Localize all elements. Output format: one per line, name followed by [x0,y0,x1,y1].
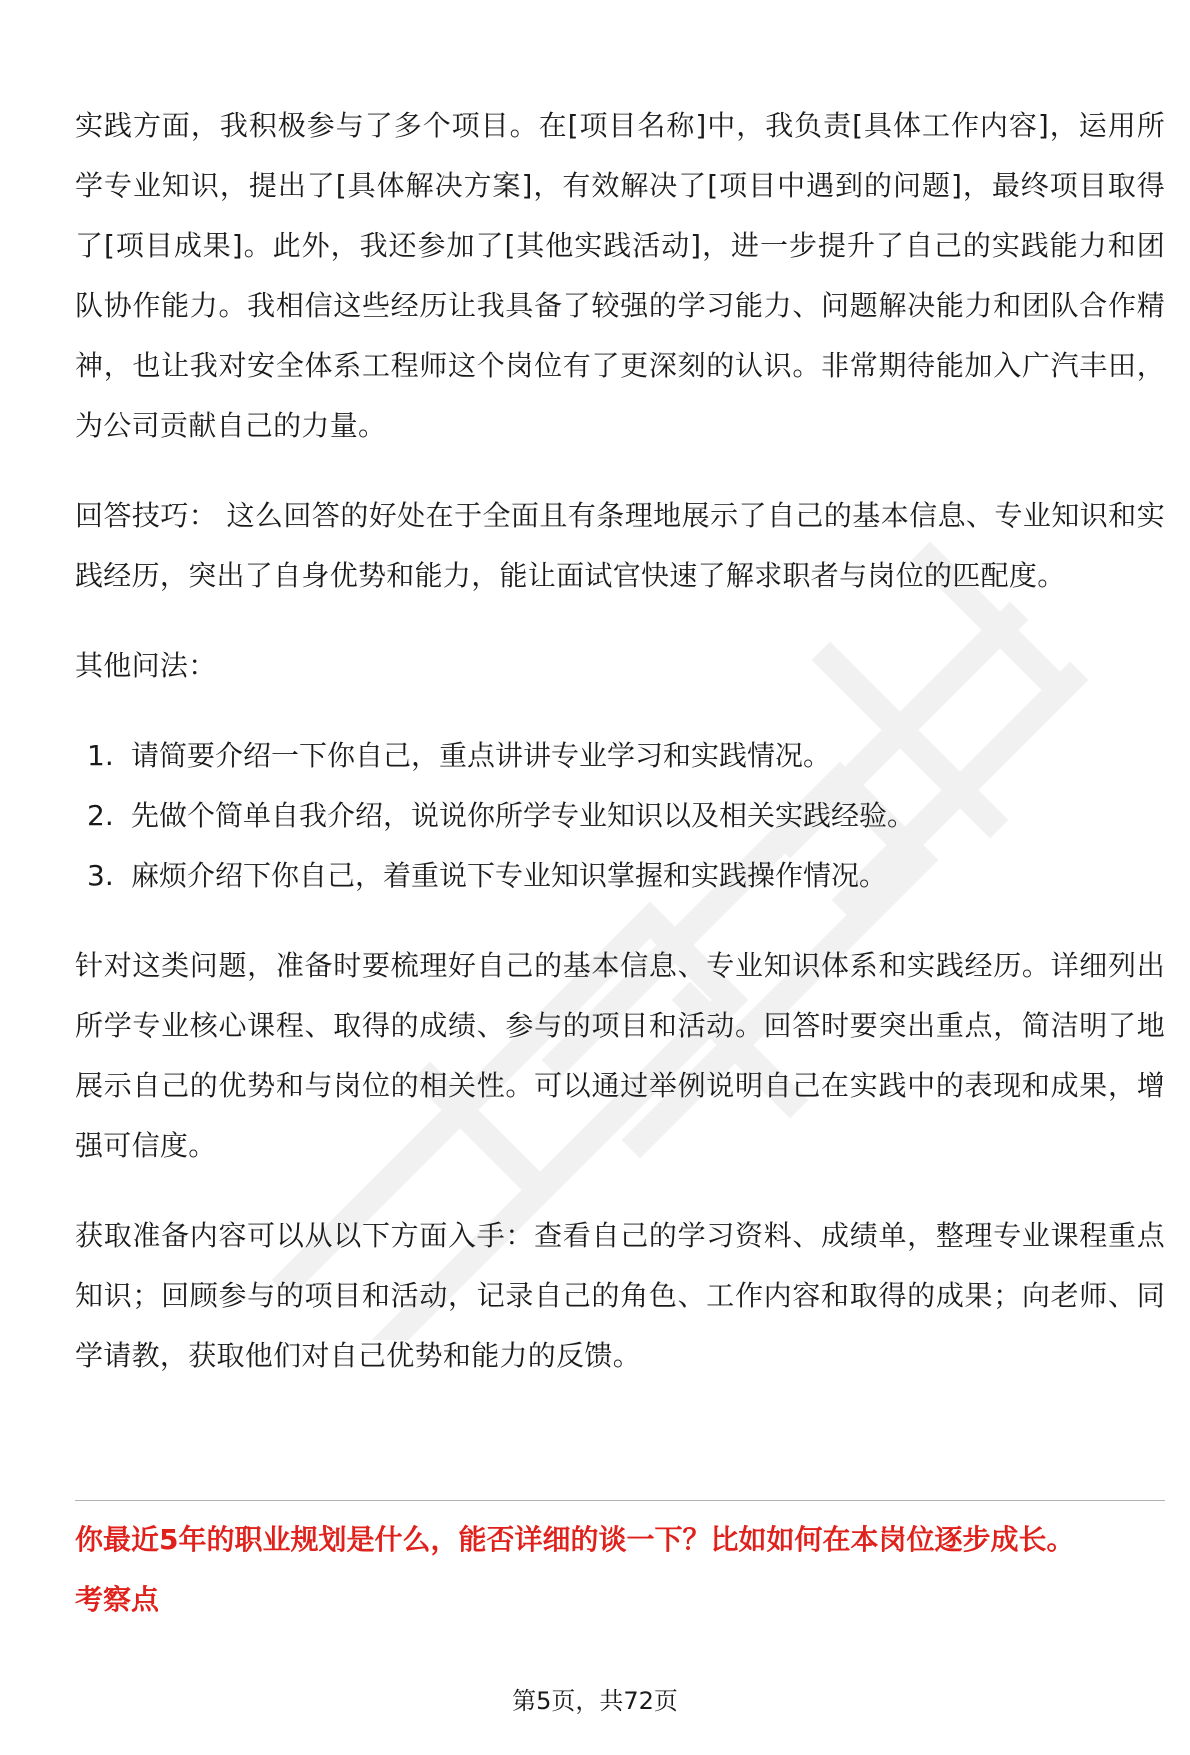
list-item-number: 3. [87,859,114,892]
assessment-point-heading: 考察点 [75,1583,160,1616]
list-item-text: 请简要介绍一下你自己，重点讲讲专业学习和实践情况。 [131,739,832,772]
list-item [75,786,1165,846]
list-item-text: 先做个简单自我介绍，说说你所学专业知识以及相关实践经验。 [131,799,916,832]
list-item [75,846,1165,906]
list-item-text: 麻烦介绍下你自己，着重说下专业知识掌握和实践操作情况。 [131,859,888,892]
preparation-paragraph: 针对这类问题，准备时要梳理好自己的基本信息、专业知识体系和实践经历。详细列出所学专业核心课程、取得的成绩、参与的项目和活动。回答时要突出重点，简洁明了地展示自己的优势和与岗位的相关性。可以通过举例说明自己在实践中的表现和成果，增强可信度。 [75,949,1165,1162]
page-footer: 第5页，共72页 [512,1687,678,1715]
source-paragraph: 获取准备内容可以从以下方面入手：查看自己的学习资料、成绩单，整理专业课程重点知识；回顾参与的项目和活动，记录自己的角色、工作内容和取得的成果；向老师、同学请教，获取他们对自己优势和能力的反馈。 [75,1219,1165,1372]
next-question-title: 你最近5年的职业规划是什么，能否详细的谈一下？比如如何在本岗位逐步成长。 [75,1523,1075,1556]
list-item-number: 1. [87,739,114,772]
main-content [75,96,1165,1416]
section-divider [75,1500,1165,1501]
practice-paragraph: 实践方面，我积极参与了多个项目。在[项目名称]中，我负责[具体工作内容]，运用所学专业知识，提出了[具体解决方案]，有效解决了[项目中遇到的问题]，最终项目取得了[项目成果]。此外，我还参加了[其他实践活动]，进一步提升了自己的实践能力和团队协作能力。我相信这些经历让我具备了较强的学习能力、问题解决能力和团队合作精神，也让我对安全体系工程师这个岗位有了更深刻的认识。非常期待能加入广汽丰田，为公司贡献自己的力量。 [75,109,1165,442]
answer-tip-paragraph: 回答技巧： 这么回答的好处在于全面且有条理地展示了自己的基本信息、专业知识和实践经历，突出了自身优势和能力，能让面试官快速了解求职者与岗位的匹配度。 [75,499,1165,592]
other-ways-heading: 其他问法： [75,649,217,682]
list-item-number: 2. [87,799,114,832]
other-ways-list [75,726,1165,906]
list-item [75,726,1165,786]
